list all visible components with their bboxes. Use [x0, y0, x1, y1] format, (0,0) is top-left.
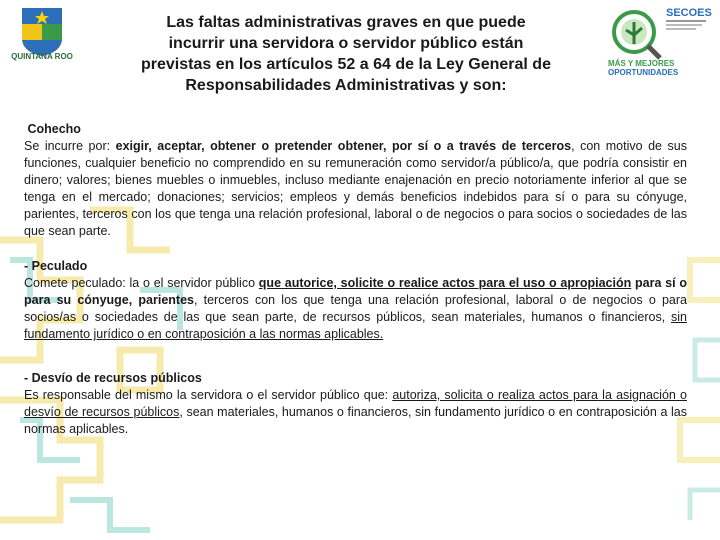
- quintana-roo-coat-of-arms-logo: [6, 4, 78, 76]
- section-heading-peculado: - Peculado: [24, 259, 88, 273]
- section-text-desvio: [24, 387, 687, 438]
- peculado-text-bold: para sí o para su cónyuge, parientes: [24, 276, 687, 307]
- section-text-peculado: [24, 275, 687, 343]
- section-peculado: [24, 258, 687, 343]
- title-line-4: Responsabilidades Administrativas y son:: [185, 77, 507, 94]
- secoes-logo: [604, 2, 714, 82]
- desvio-text-rest: , sean materiales, humanos o financieros, sin fundamento jurídico o en contraposición a las normas aplicables.: [24, 405, 687, 436]
- cohecho-text-part: Se incurre por:: [24, 139, 116, 153]
- title-line-1: Las faltas administrativas graves en que puede: [166, 14, 526, 31]
- cohecho-text-bold: exigir, aceptar, obtener o pretender obtener, por sí o a través de terceros: [115, 139, 572, 153]
- section-text-cohecho: [24, 138, 687, 240]
- section-desvio: [24, 370, 687, 438]
- title-line-2: incurrir una servidora o servidor público están: [168, 35, 524, 52]
- title-line-3: previstas en los artículos 52 a 64 de la Ley General de: [141, 56, 551, 73]
- peculado-text-part: Comete peculado: la o el servidor público: [24, 276, 259, 290]
- left-logo-caption: QUINTANA ROO: [11, 52, 73, 61]
- page-title: [96, 12, 596, 96]
- cohecho-text-rest: , con motivo de sus funciones, cualquier beneficio no comprendido en su remuneración como servidor/a público/a, que podría consistir en dinero; valores; bienes muebles o inmuebles, incluso mediante enajenación en precio notoriamente inferior al que se tenga en el mercado; donaciones; servicios; empleos y demás beneficios indebidos para sí o para su cónyuge, parientes, terceros con los que tenga una relación profesional, laboral o de negocios o para socios o sociedades de las que sean parte.: [24, 139, 687, 238]
- section-heading-cohecho: Cohecho: [24, 122, 81, 136]
- peculado-text-underlined-end: sin fundamento jurídico o en contraposición a las normas aplicables.: [24, 310, 687, 341]
- desvio-text-part: Es responsable del mismo la servidora o el servidor público que:: [24, 388, 393, 402]
- document-body: [24, 121, 687, 448]
- section-cohecho: [24, 121, 687, 240]
- desvio-text-underlined: autoriza, solicita o realiza actos para la asignación o desvío de recursos públicos: [24, 388, 687, 419]
- secoes-slogan-line2: OPORTUNIDADES: [608, 68, 679, 77]
- secoes-slogan-line1: MÁS Y MEJORES: [608, 59, 675, 68]
- section-heading-desvio: - Desvío de recursos públicos: [24, 371, 202, 385]
- secoes-title: SECOES: [666, 7, 712, 19]
- peculado-text-rest: , terceros con los que tenga una relación profesional, laboral o de negocios o para socios/as o sociedades de las que sean parte, de recursos públicos, sean materiales, humanos o financieros,: [24, 293, 687, 324]
- peculado-text-underlined: que autorice, solicite o realice actos para el uso o apropiación: [258, 276, 632, 290]
